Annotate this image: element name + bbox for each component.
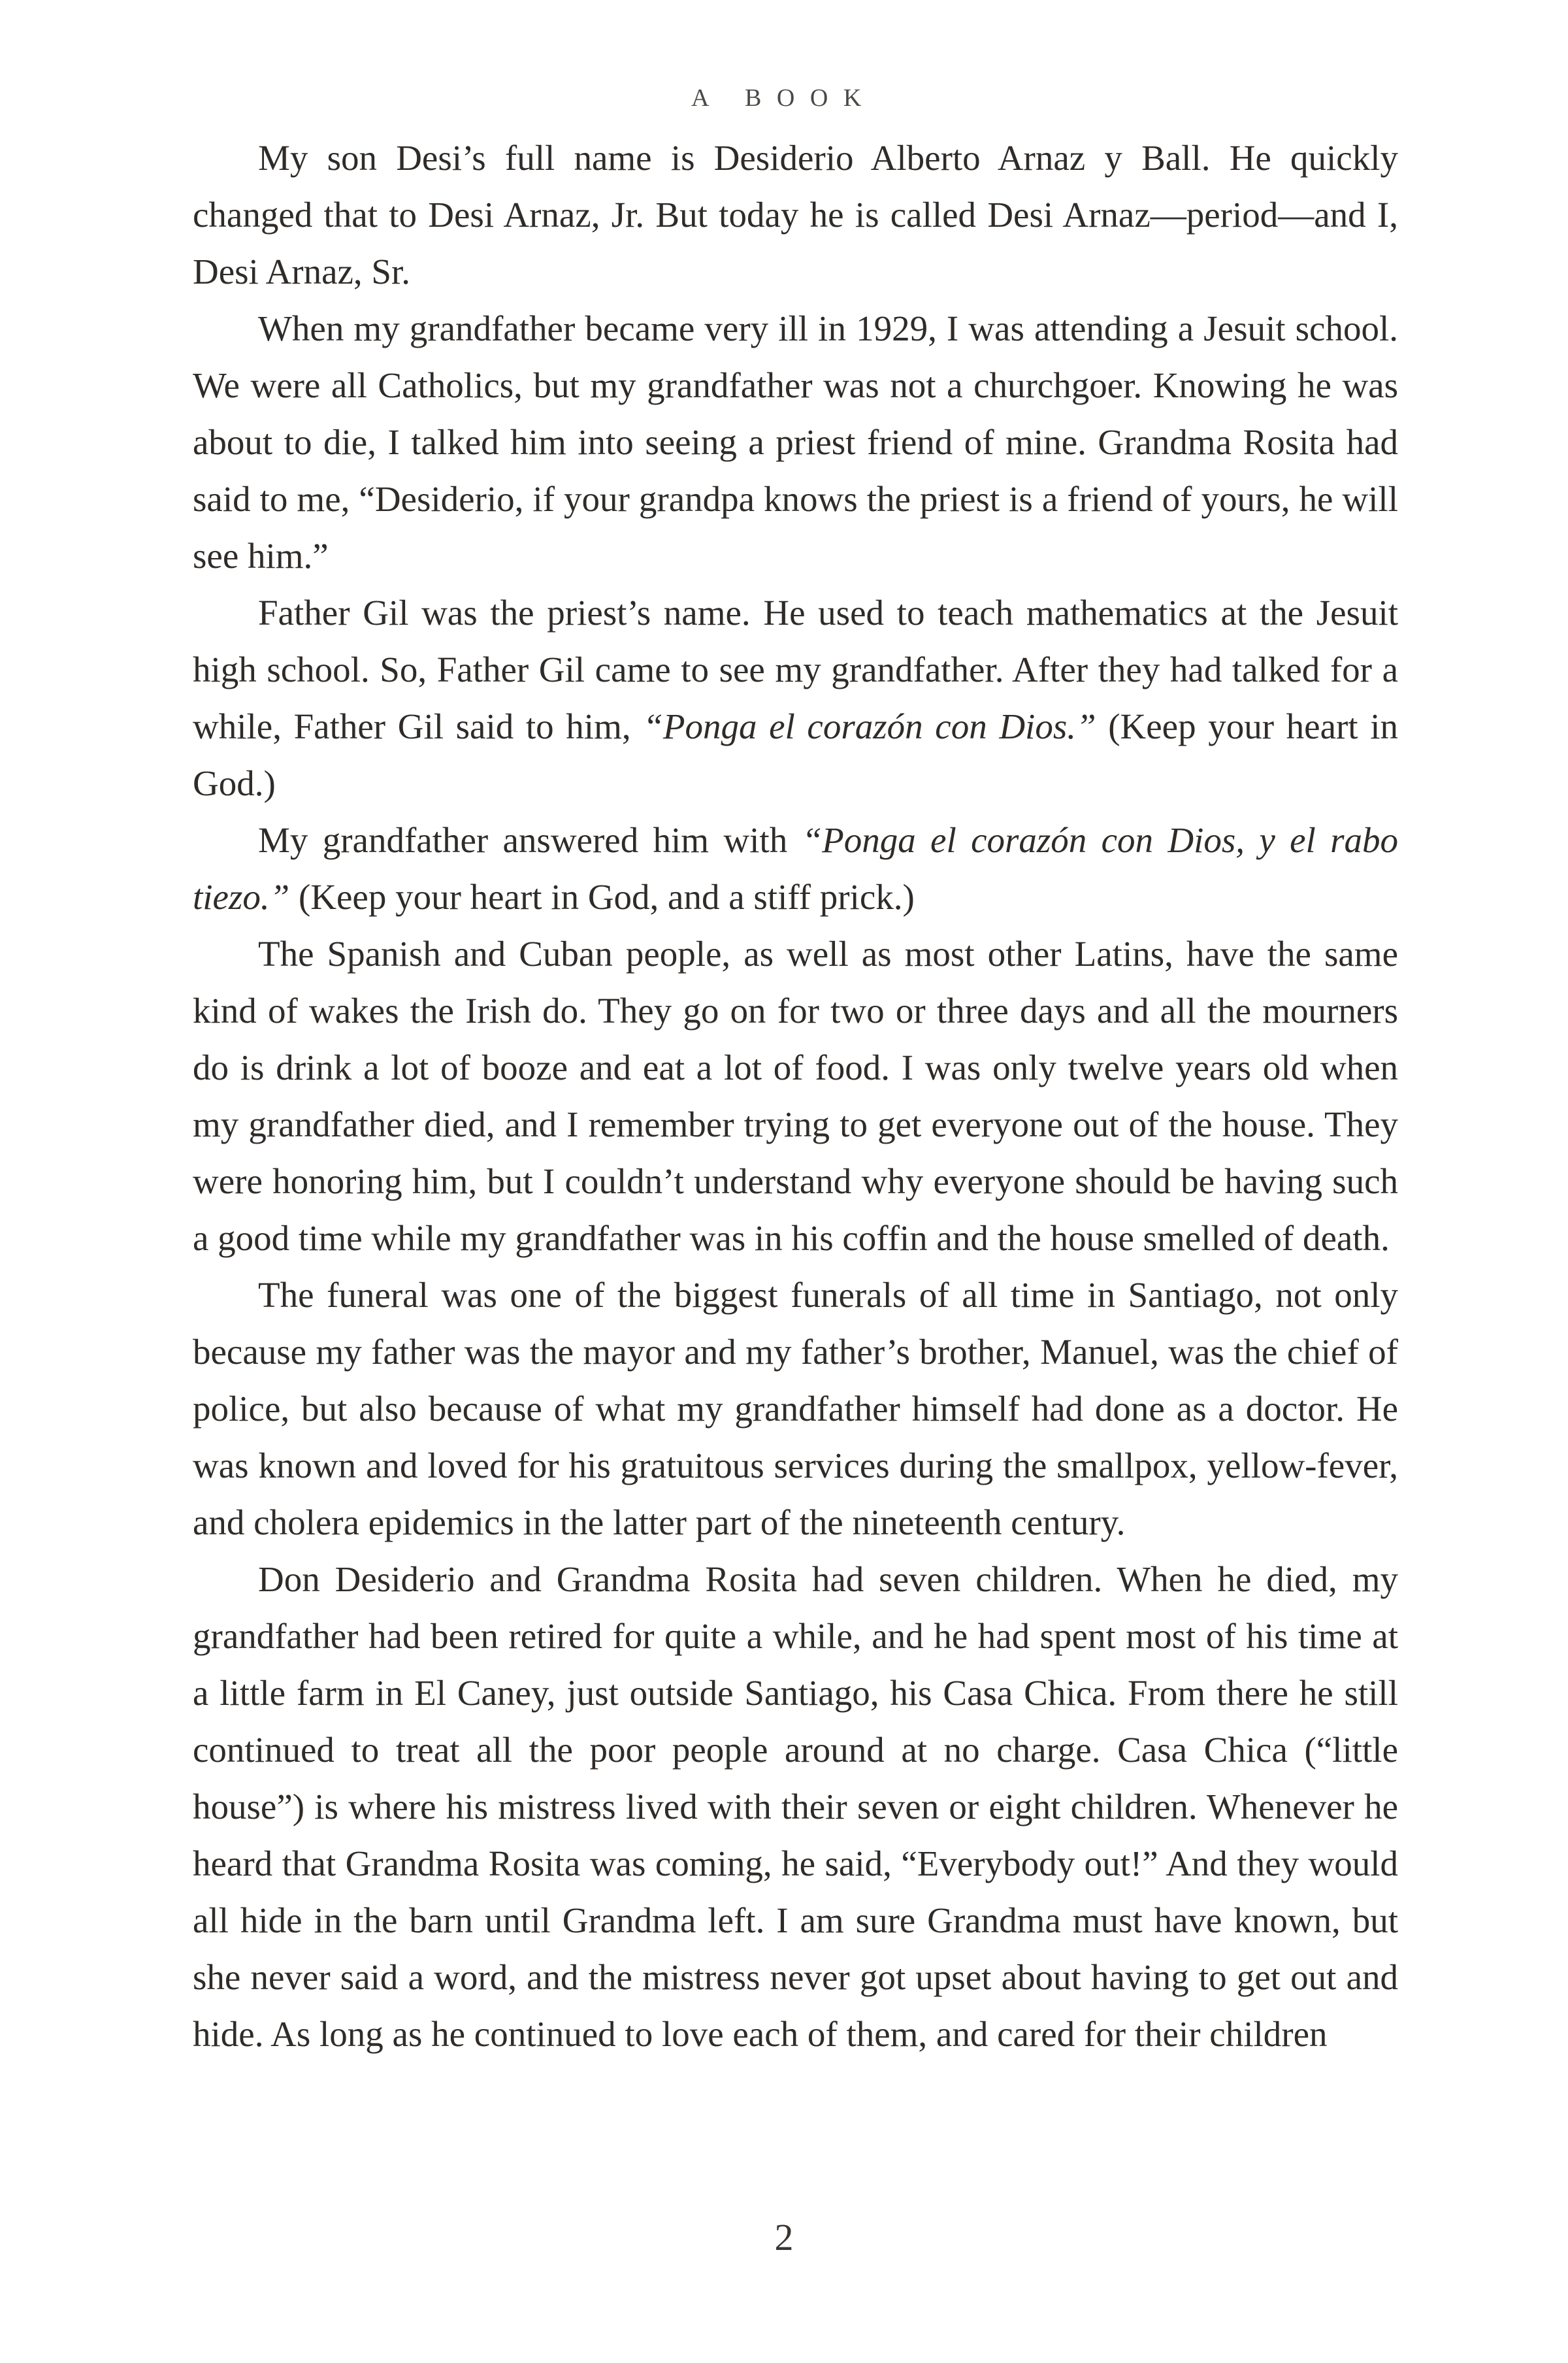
paragraph bbox=[193, 812, 1398, 925]
paragraph-text: My grandfather answered him with bbox=[258, 820, 802, 860]
paragraph-text: My son Desi’s full name is Desiderio Alberto Arnaz y Ball. He quickly changed that to Desi Arnaz, Jr. But today he is called Desi Arnaz—period—and I, Desi Arnaz, Sr. bbox=[193, 138, 1398, 291]
paragraph bbox=[193, 129, 1398, 300]
paragraph-text: The Spanish and Cuban people, as well as most other Latins, have the same kind of wakes the Irish do. They go on for two or three days and all the mourners do is drink a lot of booze and eat a lot of food. I was only twelve years old when my grandfather died, and I remember trying to get everyone out of the house. They were honoring him, but I couldn’t understand why everyone should be having such a good time while my grandfather was in his coffin and the house smelled of death. bbox=[193, 934, 1398, 1258]
running-header: A BOOK bbox=[691, 84, 877, 112]
paragraph bbox=[193, 1266, 1398, 1551]
page-number: 2 bbox=[774, 2216, 794, 2258]
paragraph bbox=[193, 925, 1398, 1266]
paragraph bbox=[193, 300, 1398, 584]
paragraph-text: When my grandfather became very ill in 1929, I was attending a Jesuit school. We were all Catholics, but my grandfather was not a churchgoer. Knowing he was about to die, I talked him into seeing a priest friend of mine. Grandma Rosita had said to me, “Desiderio, if your grandpa knows the priest is a friend of yours, he will see him.” bbox=[193, 308, 1398, 576]
paragraph bbox=[193, 584, 1398, 812]
paragraph-text: The funeral was one of the biggest funerals of all time in Santiago, not only because my father was the mayor and my father’s brother, Manuel, was the chief of police, but also because of what my grandfather himself had done as a doctor. He was known and loved for his gratuitous services during the smallpox, yellow-fever, and cholera epidemics in the latter part of the nineteenth century. bbox=[193, 1275, 1398, 1542]
paragraph bbox=[193, 1551, 1398, 2062]
paragraph-text: Don Desiderio and Grandma Rosita had seven children. When he died, my grandfather had been retired for quite a while, and he had spent most of his time at a little farm in El Caney, just outside Santiago, his Casa Chica. From there he still continued to treat all the poor people around at no charge. Casa Chica (“little house”) is where his mistress lived with their seven or eight children. Whenever he heard that Grandma Rosita was coming, he said, “Everybody out!” And they would all hide in the barn until Grandma left. I am sure Grandma must have known, but she never said a word, and the mistress never got upset about having to get out and hide. As long as he continued to love each of them, and cared for their children bbox=[193, 1559, 1398, 2054]
paragraph-text: (Keep your heart in God, and a stiff prick.) bbox=[289, 877, 915, 917]
paragraph-text: Father Gil was the priest’s name. He used to teach mathematics at the Jesuit high school. So, Father Gil came to see my grandfather. After they had talked for a while, Father Gil said to him, bbox=[193, 593, 1398, 746]
paragraph-text: (Keep your heart in God.) bbox=[193, 706, 1399, 803]
body-text bbox=[193, 129, 1398, 2062]
italic-phrase: “Ponga el corazón con Dios, y el rabo tiezo.” bbox=[193, 820, 1398, 917]
italic-phrase: “Ponga el corazón con Dios.” bbox=[643, 706, 1096, 746]
